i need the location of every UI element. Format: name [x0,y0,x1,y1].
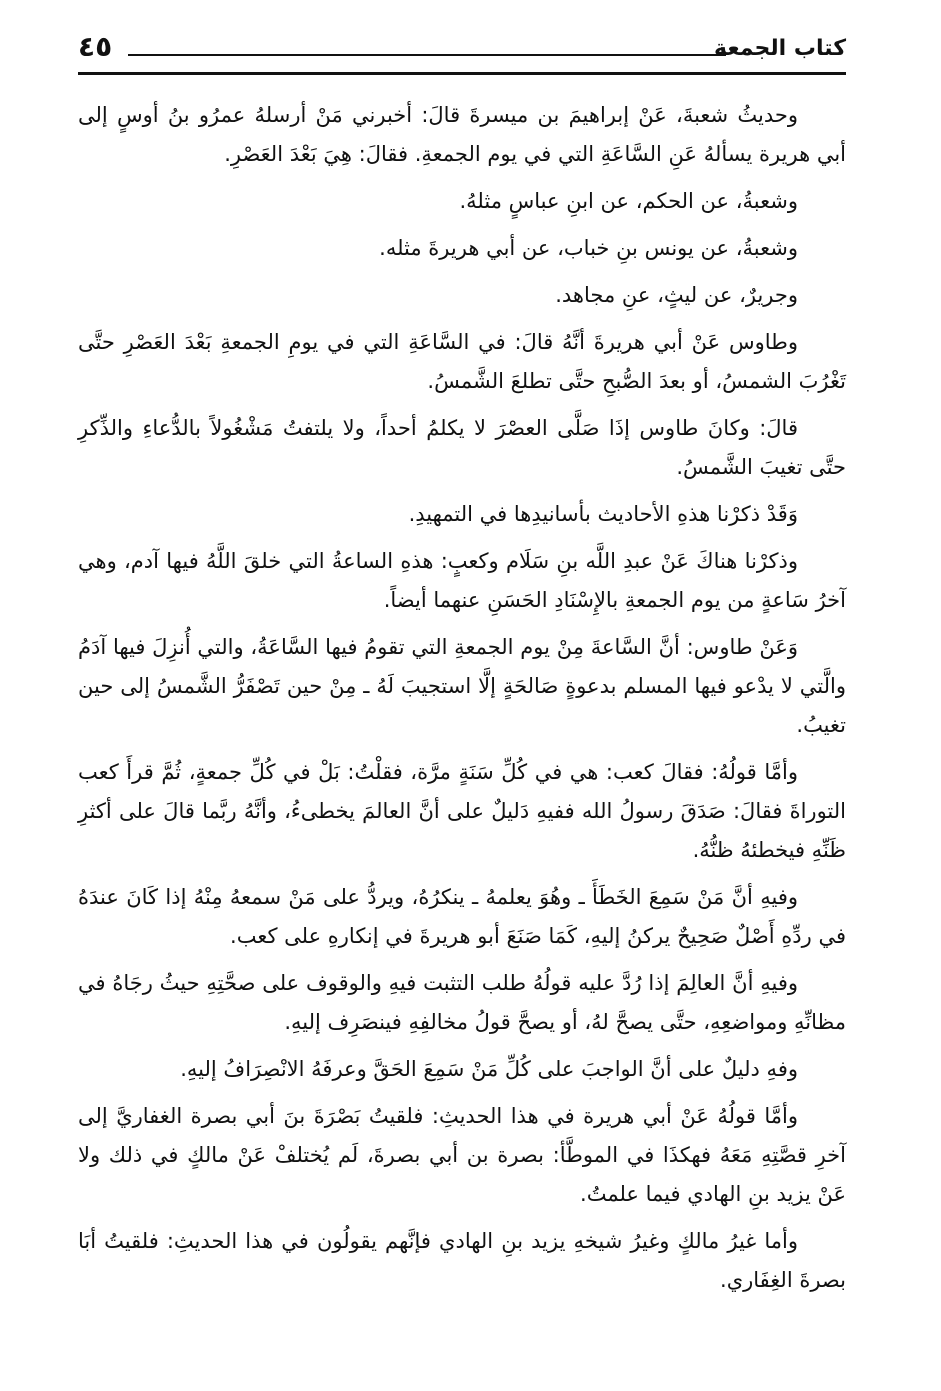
paragraph: وَقَدْ ذكرْنا هذهِ الأحاديث بأسانيدِها في التمهيدِ. [408,502,798,526]
paragraph: وجريرٌ، عن ليثٍ، عنِ مجاهد. [555,283,798,307]
paragraph: وذكرْنا هناكَ عَنْ عبدِ اللَّه بنِ سَلَام وكعبٍ: هذهِ الساعةُ التي خلقَ اللَّهُ فيها آدم، وهي آخرُ سَاعةٍ من يوم الجمعةِ بالإِسْنَادِ الحَسَنِ عنهما أيضاً. [78,549,846,612]
paragraph: وفهِ دليلٌ على أنَّ الواجبَ على كُلِّ مَنْ سَمِعَ الحَقَّ وعرفَهُ الانْصِرَافُ إليهِ. [180,1057,798,1081]
page-header [78,30,846,76]
paragraph: وطاوس عَنْ أبي هريرةَ أنَّهُ قالَ: في السَّاعَةِ التي في يومِ الجمعةِ بَعْدَ العَصْرِ حتَّى تَغْرُبَ الشمسُ، أو بعدَ الصُّبحِ حتَّى تطلعَ الشَّمسُ. [78,330,846,393]
chapter-title: كتاب الجمعة [714,36,846,61]
paragraph: وأمَّا قولُهُ: فقالَ كعب: هي في كُلِّ سَنَةٍ مرَّة، فقلْتُ: بَلْ في كُلِّ جمعةٍ، ثُمَّ قرأَ كعب التوراةَ فقالَ: صَدَقَ رسولُ الله ففيهِ دَليلٌ على أنَّ العالمَ يخطىءُ، وأنَّهُ ربَّما قالَ على أكثرِ ظَنِّهِ فيخطئهُ ظنُّهُ. [78,760,846,862]
paragraph: وَعَنْ طاوس: أنَّ السَّاعةَ مِنْ يوم الجمعةِ التي تقومُ فيها السَّاعَةُ، والتي أُنزِلَ فيها آدَمُ والَّتي لا يدْعو فيها المسلم بدعوةٍ صَالحَةٍ إلَّا استجيبَ لَهُ ـ مِنْ حين تَصْفَرُّ الشَّمسُ إلى حين تغيبُ. [78,635,846,737]
header-rule-thick [78,72,846,75]
paragraph: وأمَّا قولُهُ عَنْ أبي هريرة في هذا الحديثِ: فلقيتُ بَصْرَةَ بنَ أبي بصرة الغفاريَّ إلى آخرِ قصَّتِهِ مَعَهُ فهكذَا في الموطَّأ: بصرة بن أبي بصرةَ، لَم يُختلفْ عَنْ مالكٍ في ذلك ولا عَنْ يزيد بنِ الهادي فيما علمتُ. [78,1104,846,1206]
body-text [78,96,846,1308]
paragraph: وحديثُ شعبةَ، عَنْ إبراهيمَ بن ميسرةَ قالَ: أخبرني مَنْ أرسلهُ عمرُو بنُ أوسٍ إلى أبي هريرة يسألهُ عَنِ السَّاعَةِ التي في يوم الجمعةِ. فقالَ: هِيَ بَعْدَ العَصْرِ. [78,103,846,166]
paragraph: قالَ: وكانَ طاوس إذَا صَلَّى العصْرَ لا يكلمُ أحداً، ولا يلتفتُ مَشْغُولاً بالدُّعاءِ والذِّكرِ حتَّى تغيبَ الشَّمسُ. [78,416,846,479]
page-number: ٤٥ [78,30,113,63]
paragraph: وأما غيرُ مالكٍ وغيرُ شيخهِ يزيد بنِ الهادي فإنَّهم يقولُون في هذا الحديثِ: فلقيتُ أبَا بصرةَ الغِفَاري. [78,1229,846,1292]
paragraph: وشعبةُ، عن يونس بنِ خباب، عن أبي هريرةَ مثله. [379,236,798,260]
paragraph: وفيهِ أنَّ مَنْ سَمِعَ الخَطَأَ ـ وهُوَ يعلمهُ ـ ينكرُهُ، ويردُّ على مَنْ سمعهُ مِنْهُ إذا كَانَ عندَهُ في ردِّهِ أَصْلٌ صَحِيحٌ يركنُ إليهِ، كَمَا صَنَعَ أبو هريرةَ في إنكارهِ على كعب. [78,885,846,948]
paragraph: وشعبةُ، عن الحكم، عن ابنِ عباسٍ مثلهُ. [459,189,798,213]
paragraph: وفيهِ أنَّ العالِمَ إذا رُدَّ عليه قولُهُ طلب التثبت فيهِ والوقوف على صحَّتِهِ حيثُ رجَاهُ في مظانِّهِ ومواضعِهِ، حتَّى يصحَّ لهُ، أو يصحَّ قولُ مخالفِهِ فينصَرِف إليهِ. [78,971,846,1034]
header-rule-thin [128,54,726,56]
